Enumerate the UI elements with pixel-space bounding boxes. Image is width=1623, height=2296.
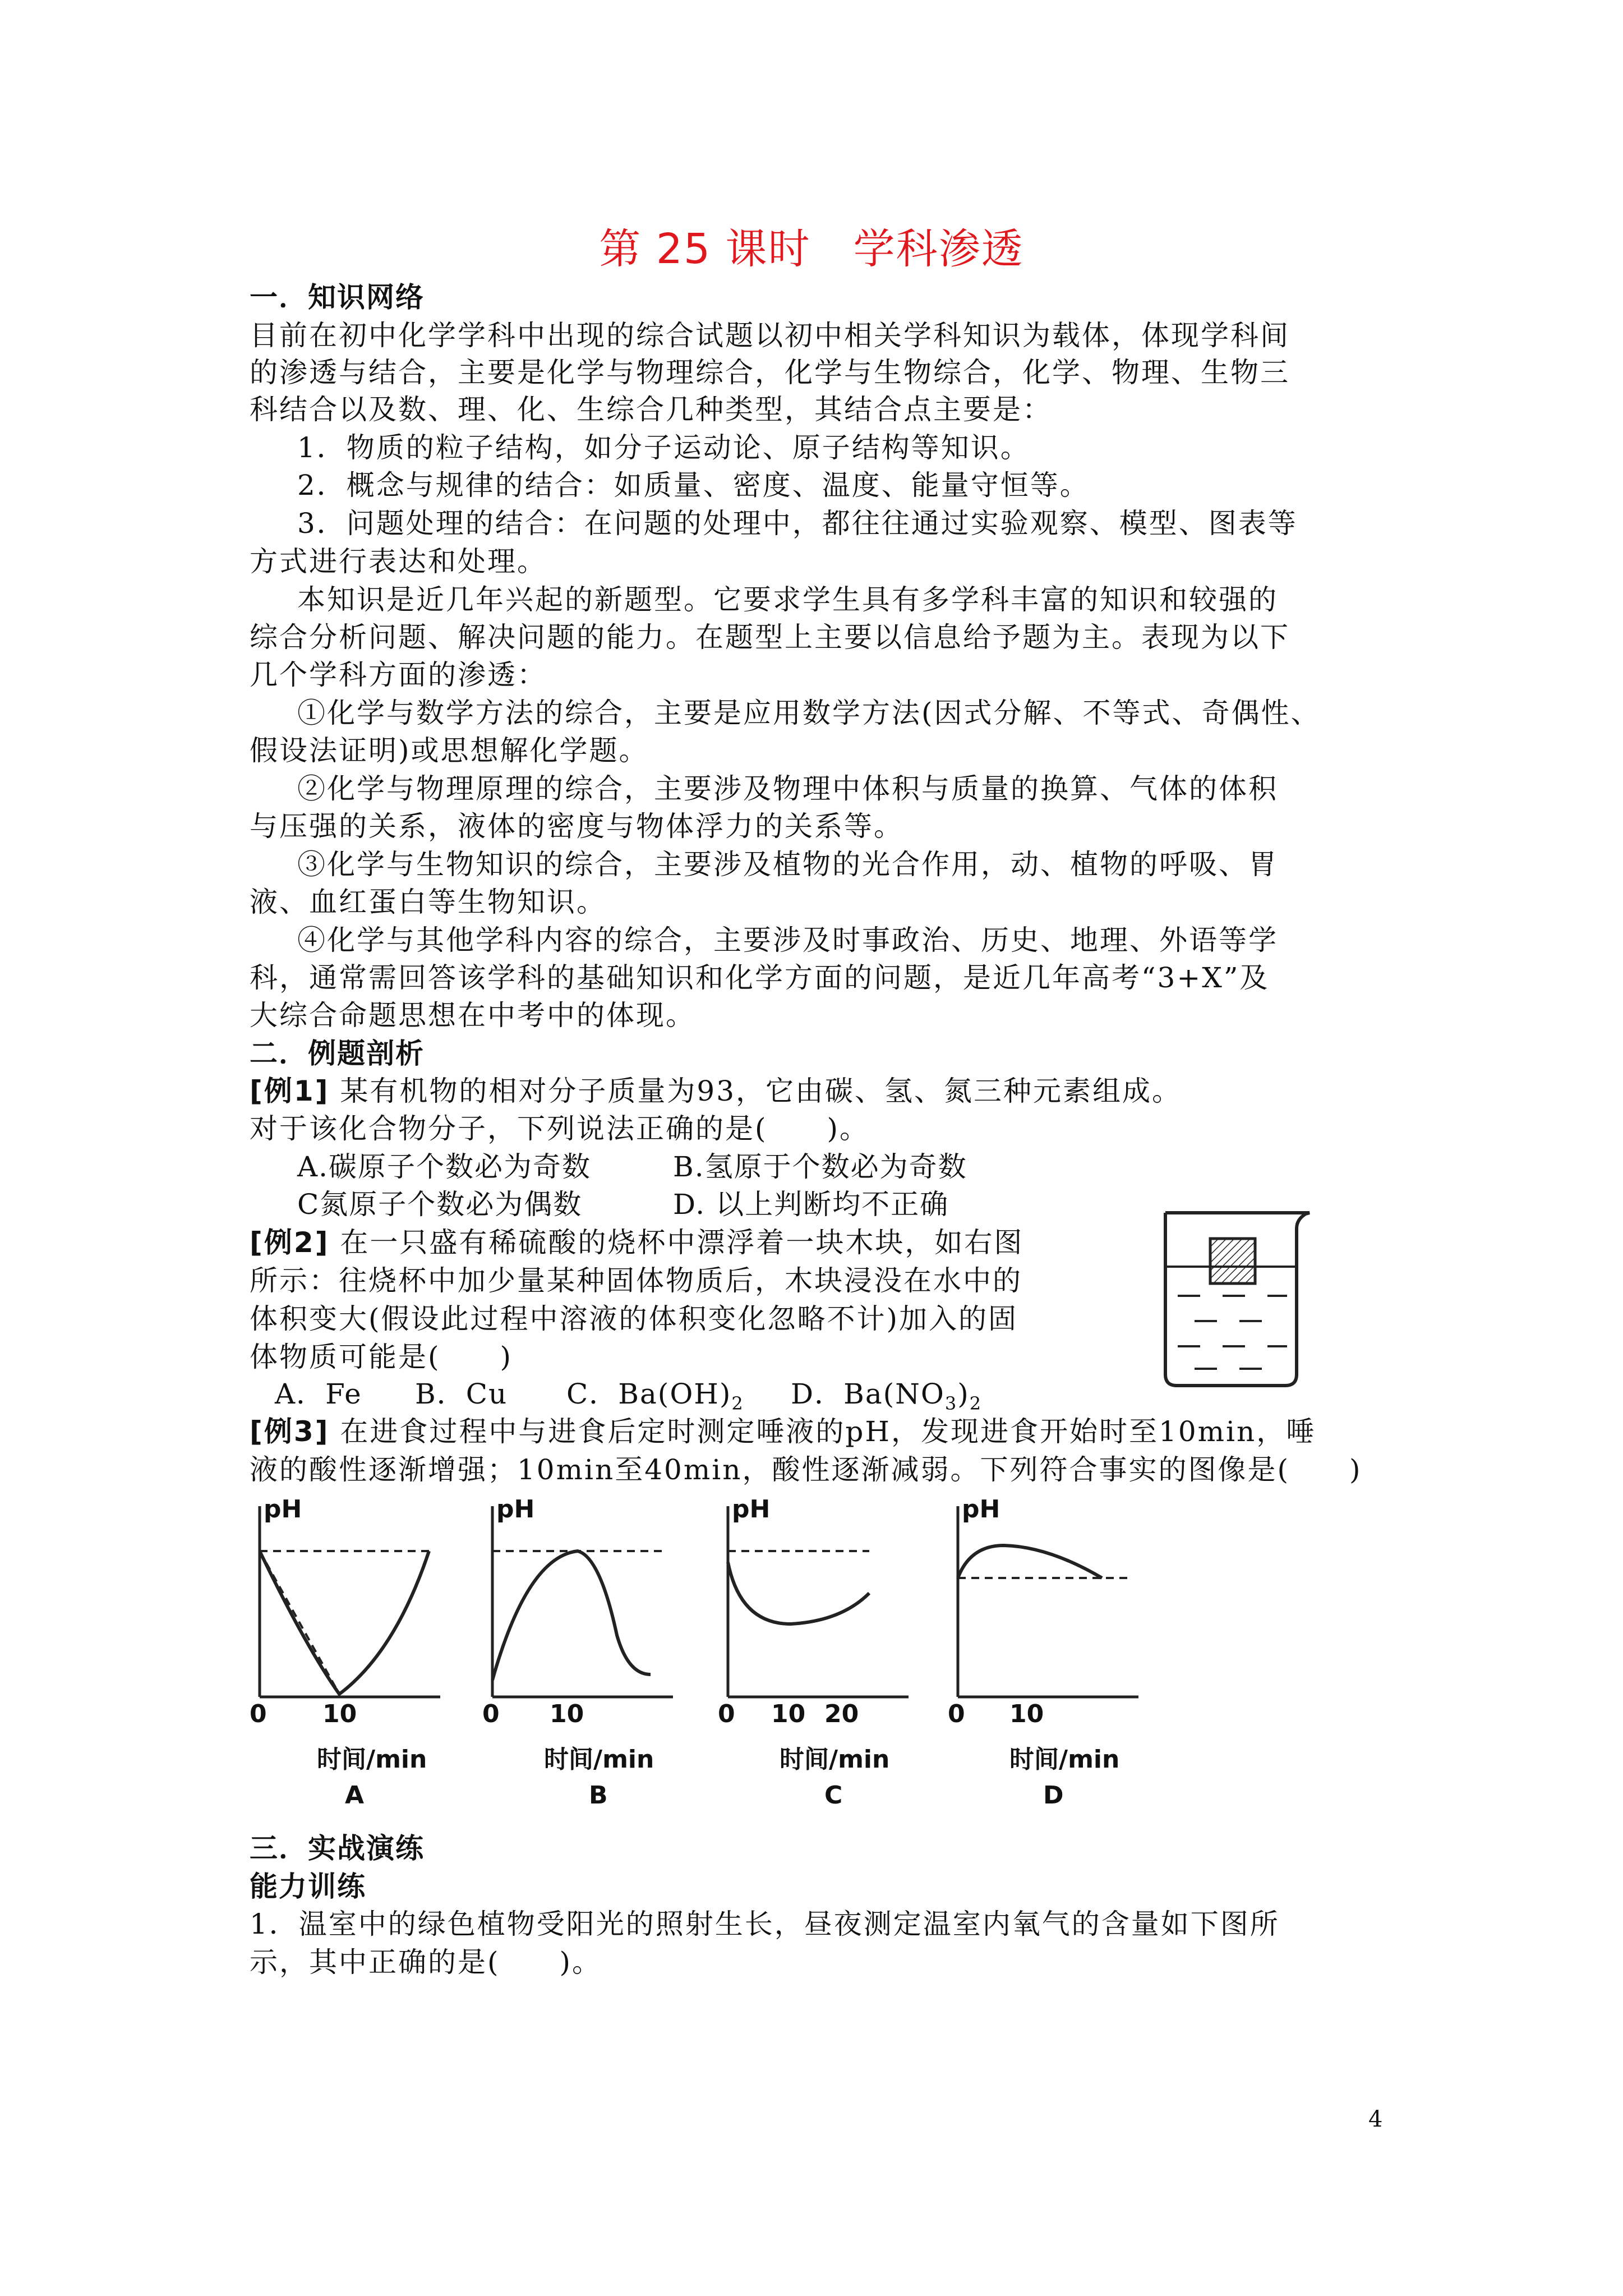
paragraph-line: 本知识是近几年兴起的新题型。它要求学生具有多学科丰富的知识和较强的 bbox=[297, 583, 1278, 616]
example-3-text-line: 液的酸性逐渐增强；10min至40min，酸性逐渐减弱。下列符合事实的图像是( ) bbox=[250, 1453, 1362, 1486]
graph-option-label: D bbox=[1043, 1781, 1064, 1810]
list-item-continuation: 液、血红蛋白等生物知识。 bbox=[250, 886, 606, 918]
example-2-option-c-subscript: 2 bbox=[731, 1393, 744, 1414]
graph-x-tick: 20 bbox=[824, 1700, 859, 1728]
ph-graph-d bbox=[948, 1495, 1150, 1809]
example-1-tag: [例1] bbox=[250, 1075, 330, 1107]
section-heading-knowledge-network: 一．知识网络 bbox=[250, 281, 425, 314]
section-heading-practice: 三．实战演练 bbox=[250, 1832, 425, 1865]
example-2-option-d-text: D．Ba(NO bbox=[791, 1378, 945, 1410]
example-3-tag: [例3] bbox=[250, 1415, 330, 1448]
example-2-line bbox=[250, 1226, 1023, 1259]
example-1-option-c: C氮原子个数必为偶数 bbox=[297, 1188, 583, 1221]
paragraph-line: 的渗透与结合，主要是化学与物理综合，化学与生物综合，化学、物理、生物三 bbox=[250, 356, 1290, 389]
graph-option-label: C bbox=[824, 1781, 843, 1810]
list-item: ④化学与其他学科内容的综合，主要涉及时事政治、历史、地理、外语等学 bbox=[297, 924, 1278, 956]
graph-x-tick: 10 bbox=[322, 1700, 357, 1728]
graph-y-axis-label: pH bbox=[732, 1495, 771, 1524]
paragraph-line: 几个学科方面的渗透： bbox=[250, 659, 547, 691]
example-2-option-b: B．Cu bbox=[415, 1378, 508, 1410]
list-item: 1．物质的粒子结构，如分子运动论、原子结构等知识。 bbox=[297, 431, 1030, 464]
list-item: ③化学与生物知识的综合，主要涉及植物的光合作用，动、植物的呼吸、胃 bbox=[297, 848, 1278, 881]
example-2-option-d-subscript: 3 bbox=[944, 1393, 958, 1414]
graph-x-tick: 10 bbox=[771, 1700, 806, 1728]
paragraph-line: 综合分析问题、解决问题的能力。在题型上主要以信息给予题为主。表现为以下 bbox=[250, 621, 1290, 654]
paragraph-line: 目前在初中化学学科中出现的综合试题以初中相关学科知识为载体，体现学科间 bbox=[250, 319, 1290, 352]
list-item: 2．概念与规律的结合：如质量、密度、温度、能量守恒等。 bbox=[297, 469, 1090, 501]
ph-graph-d-plot bbox=[948, 1495, 1150, 1753]
page-title: 第 25 课时 学科渗透 bbox=[599, 225, 1024, 273]
list-item: 3．问题处理的结合：在问题的处理中，都往往通过实验观察、模型、图表等 bbox=[297, 507, 1298, 540]
question-1-line: 1．温室中的绿色植物受阳光的照射生长，昼夜测定温室内氧气的含量如下图所 bbox=[250, 1908, 1280, 1940]
graph-x-tick: 0 bbox=[482, 1700, 500, 1728]
list-item-continuation: 与压强的关系，液体的密度与物体浮力的关系等。 bbox=[250, 810, 903, 843]
example-2-text-line: 体物质可能是( ) bbox=[250, 1341, 513, 1373]
paragraph-line: 科结合以及数、理、化、生综合几种类型，其结合点主要是： bbox=[250, 393, 1052, 426]
graph-option-label: A bbox=[345, 1781, 365, 1810]
graph-y-axis-label: pH bbox=[962, 1495, 1000, 1524]
question-1-line: 示，其中正确的是( )。 bbox=[250, 1946, 602, 1978]
example-1-option-a: A.碳原子个数必为奇数 bbox=[297, 1151, 592, 1183]
example-2-text: 在一只盛有稀硫酸的烧杯中漂浮着一块木块，如右图 bbox=[340, 1226, 1024, 1259]
example-1-option-b: B.氢原于个数必为奇数 bbox=[673, 1151, 967, 1183]
list-item: ②化学与物理原理的综合，主要涉及物理中体积与质量的换算、气体的体积 bbox=[297, 772, 1278, 805]
graph-y-axis-label: pH bbox=[496, 1495, 535, 1524]
graph-x-axis-label: 时间/min bbox=[780, 1745, 890, 1774]
example-1-question: 对于该化合物分子，下列说法正确的是( )。 bbox=[250, 1112, 870, 1145]
example-2-text-line: 体积变大(假设此过程中溶液的体积变化忽略不计)加入的固 bbox=[250, 1303, 1018, 1335]
list-item-continuation: 科，通常需回答该学科的基础知识和化学方面的问题，是近几年高考“3+X”及 bbox=[250, 961, 1270, 994]
example-1-text: 某有机物的相对分子质量为93，它由碳、氢、氮三种元素组成。 bbox=[340, 1075, 1182, 1107]
ph-graph-a bbox=[250, 1495, 451, 1809]
example-2-text-line: 所示：往烧杯中加少量某种固体物质后，木块浸没在水中的 bbox=[250, 1264, 1022, 1297]
ph-graph-c bbox=[718, 1495, 920, 1809]
example-1-option-d: D. 以上判断均不正确 bbox=[673, 1188, 949, 1221]
list-item-continuation: 方式进行表达和处理。 bbox=[250, 545, 547, 578]
list-item-continuation: 大综合命题思想在中考中的体现。 bbox=[250, 999, 695, 1032]
graph-x-tick: 10 bbox=[1009, 1700, 1044, 1728]
example-2-option-c-text: C．Ba(OH) bbox=[566, 1378, 732, 1410]
example-1-line bbox=[250, 1074, 1182, 1108]
ph-graph-c-plot bbox=[718, 1495, 920, 1753]
example-2-option-a: A．Fe bbox=[275, 1378, 362, 1410]
example-2-option-d-paren: ) bbox=[957, 1378, 970, 1410]
graph-x-axis-label: 时间/min bbox=[1009, 1745, 1120, 1774]
example-2-option-d-subscript: 2 bbox=[969, 1393, 983, 1414]
beaker-with-wooden-block-illustration bbox=[1155, 1206, 1318, 1391]
graph-x-axis-label: 时间/min bbox=[544, 1745, 654, 1774]
graph-x-tick: 10 bbox=[550, 1700, 584, 1728]
graph-x-axis-label: 时间/min bbox=[317, 1745, 427, 1774]
ph-graph-b bbox=[482, 1495, 684, 1809]
graph-x-tick: 0 bbox=[718, 1700, 735, 1728]
example-3-text: 在进食过程中与进食后定时测定唾液的pH，发现进食开始时至10min，唾 bbox=[340, 1415, 1316, 1448]
example-3-line bbox=[250, 1415, 1316, 1448]
graph-x-tick: 0 bbox=[948, 1700, 965, 1728]
list-item: ①化学与数学方法的综合，主要是应用数学方法(因式分解、不等式、奇偶性、 bbox=[297, 697, 1321, 729]
example-2-tag: [例2] bbox=[250, 1226, 330, 1259]
page-number: 4 bbox=[1368, 2106, 1383, 2132]
section-heading-examples: 二．例题剖析 bbox=[250, 1037, 425, 1070]
graph-y-axis-label: pH bbox=[264, 1495, 302, 1524]
example-2-option-d bbox=[791, 1377, 982, 1420]
graph-option-label: B bbox=[589, 1781, 608, 1810]
example-2-option-c bbox=[566, 1377, 744, 1420]
graph-x-tick: 0 bbox=[250, 1700, 267, 1728]
wooden-block bbox=[1210, 1239, 1255, 1283]
list-item-continuation: 假设法证明)或思想解化学题。 bbox=[250, 734, 649, 767]
subsection-heading-ability-training: 能力训练 bbox=[250, 1870, 366, 1903]
